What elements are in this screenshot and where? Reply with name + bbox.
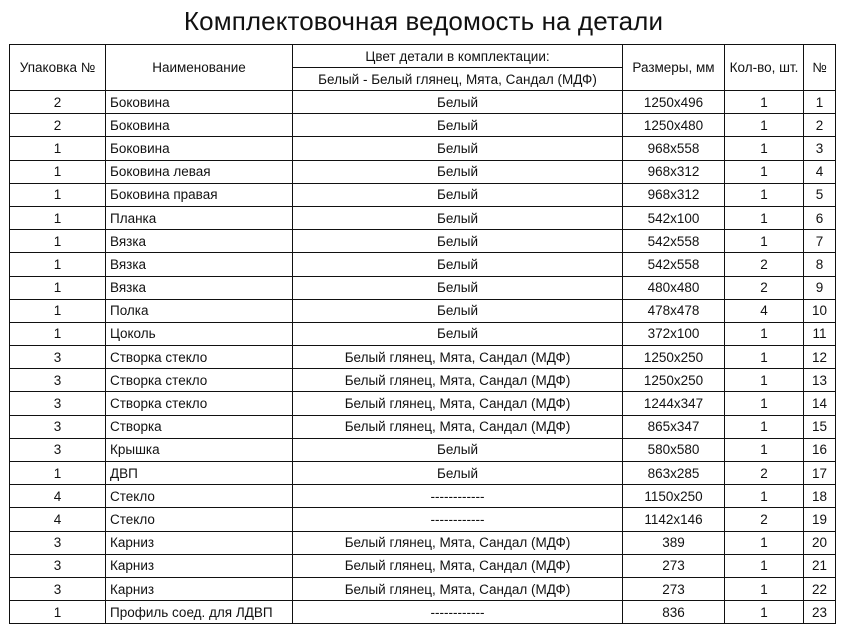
cell-num: 4	[804, 160, 836, 183]
cell-num: 16	[804, 438, 836, 461]
cell-qty: 1	[725, 601, 804, 624]
header-package: Упаковка №	[10, 45, 106, 91]
cell-num: 3	[804, 137, 836, 160]
cell-qty: 1	[725, 114, 804, 137]
cell-package: 3	[10, 392, 106, 415]
cell-color: Белый глянец, Мята, Сандал (МДФ)	[293, 554, 623, 577]
cell-package: 2	[10, 114, 106, 137]
cell-color: Белый	[293, 206, 623, 229]
header-num: №	[804, 45, 836, 91]
cell-color: ------------	[293, 508, 623, 531]
cell-size: 865x347	[623, 415, 725, 438]
table-row	[10, 438, 836, 461]
cell-size: 1244x347	[623, 392, 725, 415]
cell-name: Планка	[106, 206, 293, 229]
cell-name: Створка стекло	[106, 346, 293, 369]
cell-size: 1142x146	[623, 508, 725, 531]
cell-color: Белый	[293, 114, 623, 137]
cell-size: 389	[623, 531, 725, 554]
cell-color: Белый глянец, Мята, Сандал (МДФ)	[293, 346, 623, 369]
cell-num: 12	[804, 346, 836, 369]
cell-name: ДВП	[106, 462, 293, 485]
cell-color: Белый	[293, 276, 623, 299]
cell-size: 542x558	[623, 230, 725, 253]
table-row	[10, 160, 836, 183]
cell-name: Створка стекло	[106, 392, 293, 415]
table-row	[10, 531, 836, 554]
cell-size: 836	[623, 601, 725, 624]
cell-num: 6	[804, 206, 836, 229]
cell-color: Белый	[293, 230, 623, 253]
cell-name: Карниз	[106, 577, 293, 600]
cell-color: Белый глянец, Мята, Сандал (МДФ)	[293, 577, 623, 600]
cell-package: 1	[10, 183, 106, 206]
header-size: Размеры, мм	[623, 45, 725, 91]
cell-num: 20	[804, 531, 836, 554]
cell-size: 480x480	[623, 276, 725, 299]
cell-package: 4	[10, 485, 106, 508]
cell-size: 372x100	[623, 322, 725, 345]
cell-qty: 1	[725, 230, 804, 253]
cell-num: 19	[804, 508, 836, 531]
cell-package: 3	[10, 346, 106, 369]
cell-name: Боковина	[106, 91, 293, 114]
cell-name: Крышка	[106, 438, 293, 461]
cell-size: 542x558	[623, 253, 725, 276]
table-row	[10, 91, 836, 114]
cell-name: Профиль соед. для ЛДВП	[106, 601, 293, 624]
cell-qty: 2	[725, 276, 804, 299]
cell-qty: 1	[725, 415, 804, 438]
cell-num: 5	[804, 183, 836, 206]
cell-name: Вязка	[106, 276, 293, 299]
cell-num: 7	[804, 230, 836, 253]
cell-size: 968x312	[623, 183, 725, 206]
cell-num: 2	[804, 114, 836, 137]
cell-color: Белый	[293, 438, 623, 461]
table-row	[10, 253, 836, 276]
cell-color: Белый	[293, 160, 623, 183]
cell-name: Цоколь	[106, 322, 293, 345]
cell-color: Белый глянец, Мята, Сандал (МДФ)	[293, 415, 623, 438]
table-row	[10, 462, 836, 485]
header-qty: Кол-во, шт.	[725, 45, 804, 91]
cell-name: Створка	[106, 415, 293, 438]
table-body	[10, 91, 836, 624]
cell-qty: 2	[725, 508, 804, 531]
cell-qty: 2	[725, 462, 804, 485]
cell-color: Белый	[293, 299, 623, 322]
cell-size: 580x580	[623, 438, 725, 461]
cell-package: 3	[10, 554, 106, 577]
cell-package: 3	[10, 415, 106, 438]
page-title: Комплектовочная ведомость на детали	[183, 6, 664, 36]
table-row	[10, 415, 836, 438]
table-row	[10, 346, 836, 369]
cell-package: 3	[10, 369, 106, 392]
table-row	[10, 322, 836, 345]
cell-num: 9	[804, 276, 836, 299]
cell-color: Белый	[293, 253, 623, 276]
cell-num: 23	[804, 601, 836, 624]
table-row	[10, 554, 836, 577]
cell-package: 1	[10, 253, 106, 276]
cell-qty: 1	[725, 160, 804, 183]
cell-size: 1250x496	[623, 91, 725, 114]
cell-size: 1250x250	[623, 346, 725, 369]
cell-num: 11	[804, 322, 836, 345]
cell-name: Полка	[106, 299, 293, 322]
table-row	[10, 206, 836, 229]
cell-package: 1	[10, 299, 106, 322]
cell-qty: 1	[725, 392, 804, 415]
cell-qty: 1	[725, 137, 804, 160]
cell-package: 1	[10, 230, 106, 253]
cell-num: 13	[804, 369, 836, 392]
table-row	[10, 183, 836, 206]
cell-package: 1	[10, 206, 106, 229]
cell-num: 1	[804, 91, 836, 114]
cell-qty: 1	[725, 438, 804, 461]
cell-name: Вязка	[106, 230, 293, 253]
cell-package: 1	[10, 601, 106, 624]
table-row	[10, 577, 836, 600]
cell-name: Карниз	[106, 531, 293, 554]
table-row	[10, 508, 836, 531]
cell-name: Стекло	[106, 485, 293, 508]
cell-num: 21	[804, 554, 836, 577]
cell-package: 2	[10, 91, 106, 114]
cell-num: 22	[804, 577, 836, 600]
cell-qty: 1	[725, 577, 804, 600]
header-color-group: Цвет детали в комплектации:	[293, 45, 623, 68]
cell-package: 3	[10, 531, 106, 554]
cell-color: Белый глянец, Мята, Сандал (МДФ)	[293, 531, 623, 554]
cell-qty: 1	[725, 183, 804, 206]
cell-package: 1	[10, 276, 106, 299]
cell-size: 1250x480	[623, 114, 725, 137]
table-header	[10, 45, 836, 91]
cell-size: 1150x250	[623, 485, 725, 508]
cell-color: Белый	[293, 91, 623, 114]
cell-package: 3	[10, 438, 106, 461]
cell-color: ------------	[293, 601, 623, 624]
cell-size: 968x558	[623, 137, 725, 160]
cell-qty: 1	[725, 91, 804, 114]
header-color-options: Белый - Белый глянец, Мята, Сандал (МДФ)	[293, 68, 623, 91]
cell-color: Белый глянец, Мята, Сандал (МДФ)	[293, 392, 623, 415]
cell-color: Белый	[293, 462, 623, 485]
cell-name: Боковина правая	[106, 183, 293, 206]
cell-name: Боковина левая	[106, 160, 293, 183]
cell-num: 15	[804, 415, 836, 438]
cell-qty: 1	[725, 369, 804, 392]
table-row	[10, 392, 836, 415]
cell-qty: 1	[725, 485, 804, 508]
table-row	[10, 601, 836, 624]
cell-qty: 2	[725, 253, 804, 276]
cell-name: Боковина	[106, 114, 293, 137]
cell-name: Карниз	[106, 554, 293, 577]
cell-qty: 1	[725, 206, 804, 229]
cell-package: 4	[10, 508, 106, 531]
cell-size: 273	[623, 554, 725, 577]
cell-color: ------------	[293, 485, 623, 508]
cell-color: Белый	[293, 322, 623, 345]
cell-qty: 1	[725, 531, 804, 554]
cell-num: 17	[804, 462, 836, 485]
cell-size: 1250x250	[623, 369, 725, 392]
cell-size: 478x478	[623, 299, 725, 322]
cell-package: 1	[10, 462, 106, 485]
cell-qty: 1	[725, 322, 804, 345]
cell-color: Белый	[293, 137, 623, 160]
cell-name: Створка стекло	[106, 369, 293, 392]
table-row	[10, 369, 836, 392]
cell-color: Белый	[293, 183, 623, 206]
cell-color: Белый глянец, Мята, Сандал (МДФ)	[293, 369, 623, 392]
table-row	[10, 114, 836, 137]
cell-num: 18	[804, 485, 836, 508]
cell-num: 8	[804, 253, 836, 276]
table-row	[10, 230, 836, 253]
cell-num: 10	[804, 299, 836, 322]
table-row	[10, 276, 836, 299]
table-row	[10, 137, 836, 160]
table-row	[10, 299, 836, 322]
cell-name: Боковина	[106, 137, 293, 160]
cell-package: 1	[10, 160, 106, 183]
cell-size: 863x285	[623, 462, 725, 485]
cell-qty: 4	[725, 299, 804, 322]
header-name: Наименование	[106, 45, 293, 91]
cell-package: 1	[10, 322, 106, 345]
cell-package: 3	[10, 577, 106, 600]
cell-qty: 1	[725, 346, 804, 369]
cell-name: Стекло	[106, 508, 293, 531]
cell-package: 1	[10, 137, 106, 160]
cell-size: 542x100	[623, 206, 725, 229]
cell-num: 14	[804, 392, 836, 415]
cell-size: 273	[623, 577, 725, 600]
cell-name: Вязка	[106, 253, 293, 276]
cell-qty: 1	[725, 554, 804, 577]
parts-table	[9, 44, 836, 624]
cell-size: 968x312	[623, 160, 725, 183]
table-row	[10, 485, 836, 508]
